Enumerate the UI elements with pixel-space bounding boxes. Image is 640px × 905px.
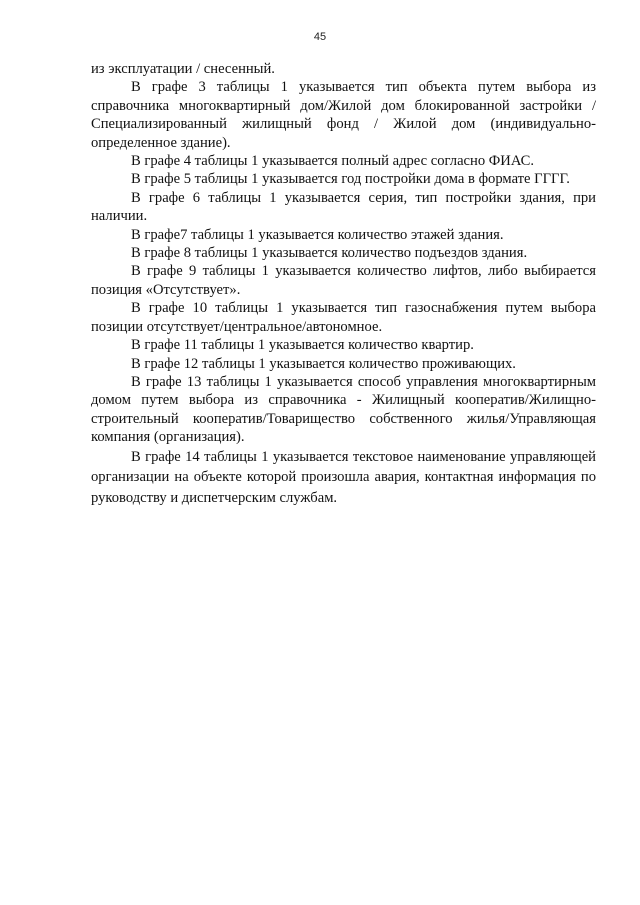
paragraph-5: В графе 6 таблицы 1 указывается серия, тип постройки здания, при наличии. — [91, 189, 596, 225]
page-number: 45 — [313, 31, 327, 43]
paragraph-7: В графе 8 таблицы 1 указывается количество подъездов здания. — [131, 245, 528, 262]
paragraph-6: В графе7 таблицы 1 указывается количество этажей здания. — [131, 226, 504, 243]
paragraph-9: В графе 10 таблицы 1 указывается тип газоснабжения путем выбора позиции отсутствует/центральное/автономное. — [91, 300, 596, 335]
paragraph-2: В графе 3 таблицы 1 указывается тип объекта путем выбора из справочника многоквартирный дом/Жилой дом блокированной застройки / Специализированный жилищный фонд / Жилой дом (индивидуально-определенное здание). — [91, 79, 596, 151]
document-body — [91, 60, 596, 508]
paragraph-11: В графе 12 таблицы 1 указывается количество проживающих. — [131, 355, 516, 372]
paragraph-4: В графе 5 таблицы 1 указывается год постройки дома в формате ГГГГ. — [131, 171, 570, 188]
paragraph-13: В графе 14 таблицы 1 указывается текстовое наименование управляющей организации на объекте которой произошла авария, контактная информация по руководству и диспетчерским службам. — [91, 448, 596, 506]
paragraph-12: В графе 13 таблицы 1 указывается способ управления многоквартирным домом путем выбора из справочника - Жилищный кооператив/Жилищно-строительный кооператив/Товарищество собственного жилья/Управляющая компания (организация). — [91, 373, 596, 446]
paragraph-1: из эксплуатации / снесенный. — [91, 61, 275, 77]
paragraph-8: В графе 9 таблицы 1 указывается количество лифтов, либо выбирается позиция «Отсутствует». — [91, 263, 596, 298]
paragraph-10: В графе 11 таблицы 1 указывается количество квартир. — [131, 337, 474, 354]
paragraph-3: В графе 4 таблицы 1 указывается полный адрес согласно ФИАС. — [131, 153, 535, 170]
